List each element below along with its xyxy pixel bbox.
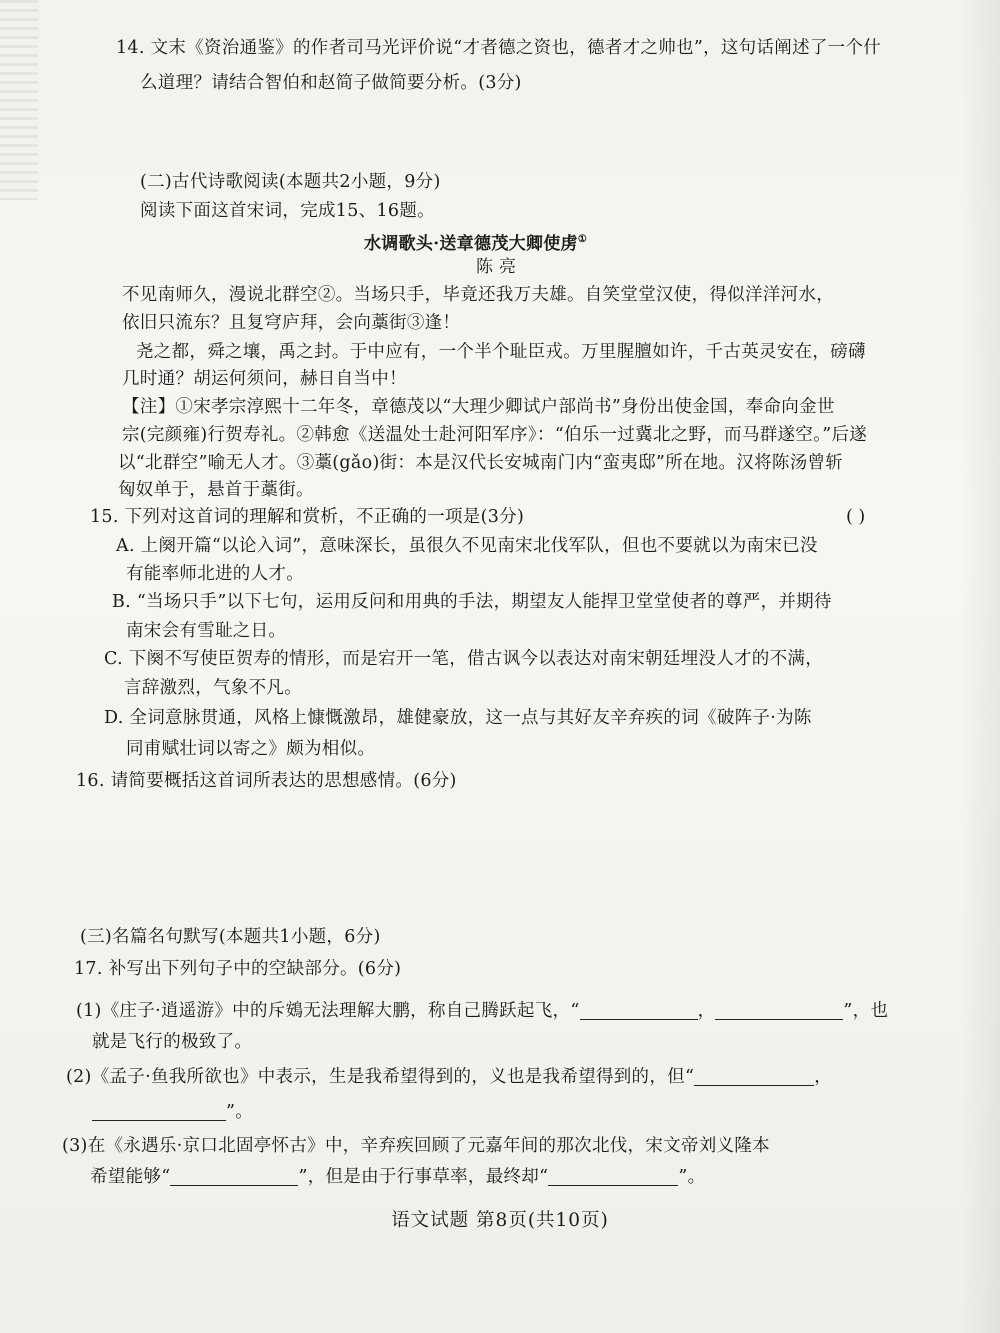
q17-item3-line-1: (3)在《永遇乐·京口北固亭怀古》中，辛弃疾回顾了元嘉年间的那次北伐，宋文帝刘义隆本 (62, 1136, 770, 1156)
notes-line-3: 以“北群空”喻无人才。③藁(gǎo)街：本是汉代长安城南门内“蛮夷邸”所在地。汉将陈汤曾斩 (118, 453, 844, 473)
q17-item1-blank-2[interactable] (715, 1001, 843, 1020)
q17-item1-blank-1[interactable] (580, 1001, 698, 1020)
section2-header: (二)古代诗歌阅读(本题共2小题，9分) (140, 172, 441, 192)
q17-item3-blank-2[interactable] (548, 1167, 678, 1186)
poem-title-text: 水调歌头·送章德茂大卿使虏 (364, 234, 578, 254)
q14-line-1: 14. 文末《资治通鉴》的作者司马光评价说“才者德之资也，德者才之帅也”，这句话阐述了一个什 (116, 38, 882, 58)
poem-line-1-a: 不见南师久，漫说北群空 (122, 285, 318, 305)
q17-item3-text-d: ”。 (678, 1167, 706, 1187)
poem-title (364, 228, 587, 256)
poem-author: 陈亮 (476, 257, 522, 277)
q17-stem: 17. 补写出下列句子中的空缺部分。(6分) (74, 959, 402, 979)
q17-item2-blank-1[interactable] (694, 1067, 814, 1086)
q15-option-a-line-1: A. 上阕开篇“以论入词”，意味深长，虽很久不见南宋北伐军队，但也不要就以为南宋已没 (116, 536, 818, 556)
poem-line-4: 几时通？胡运何须问，赫日自当中！ (122, 369, 407, 389)
poem-line-1 (122, 283, 834, 307)
q15-answer-paren: ( ) (846, 507, 866, 527)
q15-option-c-line-2: 言辞激烈，气象不凡。 (124, 678, 302, 698)
q17-item2-line-2 (92, 1100, 253, 1124)
q17-item3-line-2 (90, 1165, 705, 1189)
q17-item2-separator: ， (814, 1067, 833, 1087)
q17-item3-text-b: 希望能够“ (90, 1167, 171, 1187)
notes-line-1: 【注】①宋孝宗淳熙十二年冬，章德茂以“大理少卿试户部尚书”身份出使金国，奉命向金世 (122, 397, 835, 417)
q17-item2-blank-2[interactable] (92, 1102, 226, 1121)
q16-stem: 16. 请简要概括这首词所表达的思想感情。(6分) (76, 771, 457, 791)
q15-option-b-line-2: 南宋会有雪耻之日。 (126, 621, 287, 641)
notes-line-4: 匈奴单于，悬首于藁街。 (118, 480, 314, 500)
q17-item1-text-b: ”，也 (843, 1001, 889, 1021)
section2-instruction: 阅读下面这首宋词，完成15、16题。 (140, 201, 435, 221)
q17-item2-text-b: ”。 (226, 1102, 254, 1122)
q15-option-c-line-1: C. 下阕不写使臣贺寿的情形，而是宕开一笔，借古讽今以表达对南宋朝廷埋没人才的不满， (104, 649, 823, 669)
q15-option-d-line-1: D. 全词意脉贯通，风格上慷慨激昂，雄健豪放，这一点与其好友辛弃疾的词《破阵子·为陈 (104, 708, 812, 728)
q17-item1-text-a: (1)《庄子·逍遥游》中的斥鴳无法理解大鹏，称自己腾跃起飞，“ (76, 1001, 580, 1021)
poem-line-2 (122, 311, 460, 335)
q17-item2-text-a: (2)《孟子·鱼我所欲也》中表示，生是我希望得到的，义也是我希望得到的，但“ (66, 1067, 695, 1087)
q17-item1-line-2: 就是飞行的极致了。 (92, 1032, 253, 1052)
q17-item3-blank-1[interactable] (170, 1167, 298, 1186)
q17-item1-separator: ， (697, 1001, 716, 1021)
poem-line-2-a: 依旧只流东？且复穹庐拜，会向藁街 (122, 313, 407, 333)
poem-title-note-mark: ① (577, 234, 588, 245)
poem-line-1-b: ②。当场只手，毕竟还我万夫雄。自笑堂堂汉使，得似洋洋河水， (317, 285, 835, 305)
q17-item3-text-c: ”，但是由于行事草率，最终却“ (298, 1167, 549, 1187)
page-footer: 语文试题 第8页(共10页) (391, 1210, 609, 1231)
q15-option-d-line-2: 同甫赋壮词以寄之》颇为相似。 (126, 739, 376, 759)
q15-option-a-line-2: 有能率师北进的人才。 (126, 564, 304, 584)
scan-edge-artifact (0, 0, 38, 200)
q14-line-2: 么道理？请结合智伯和赵简子做简要分析。(3分) (140, 73, 522, 93)
q17-item2-line-1 (66, 1065, 832, 1089)
section3-header: (三)名篇名句默写(本题共1小题，6分) (80, 927, 381, 947)
q15-stem: 15. 下列对这首词的理解和赏析，不正确的一项是(3分) (90, 507, 525, 527)
poem-line-3: 尧之都，舜之壤，禹之封。于中应有，一个半个耻臣戎。万里腥膻如许，千古英灵安在，磅礴 (136, 342, 866, 362)
q15-option-b-line-1: B. “当场只手”以下七句，运用反问和用典的手法，期望友人能捍卫堂堂使者的尊严，并期待 (112, 592, 832, 612)
notes-line-2: 宗(完颜雍)行贺寿礼。②韩愈《送温处士赴河阳军序》：“伯乐一过冀北之野，而马群遂空。”后遂 (122, 425, 868, 445)
q17-item1-line-1 (76, 999, 888, 1023)
scan-shadow (960, 0, 1000, 1333)
poem-line-2-b: ③逢！ (406, 313, 461, 333)
